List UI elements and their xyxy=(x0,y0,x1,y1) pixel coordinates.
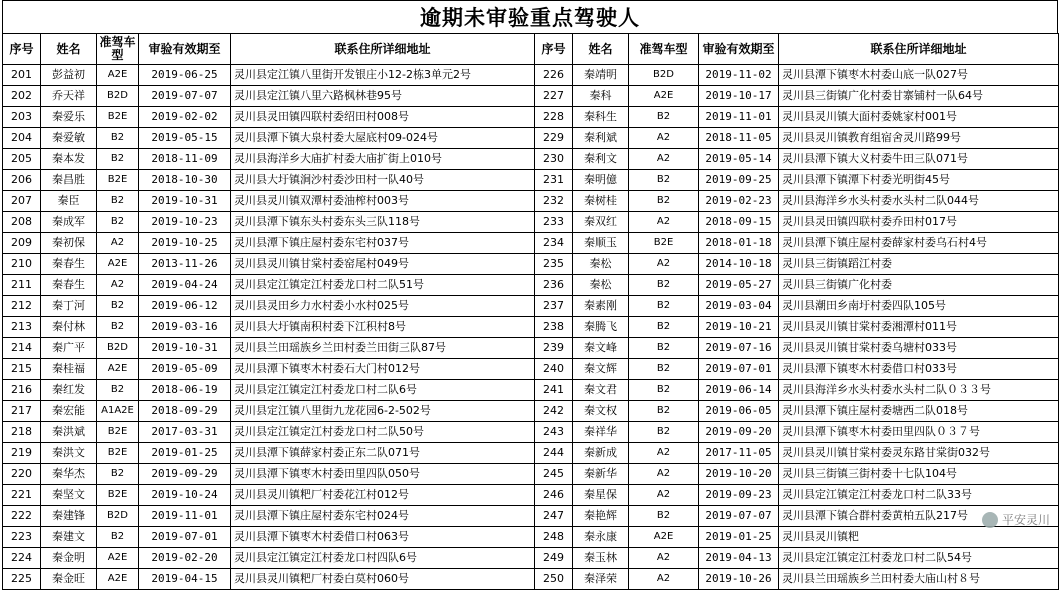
seq-cell: 206 xyxy=(3,170,41,191)
table-row xyxy=(3,506,1059,527)
table-row xyxy=(3,191,1059,212)
vehicle-type-cell: B2 xyxy=(97,464,139,485)
valid-until-cell: 2019-10-31 xyxy=(139,338,231,359)
table-row xyxy=(3,65,1059,86)
valid-until-cell: 2019-03-04 xyxy=(699,296,779,317)
address-cell: 灵川县定江镇定江村委龙口村四队6号 xyxy=(231,548,535,569)
valid-until-cell: 2019-04-13 xyxy=(699,548,779,569)
name-cell: 秦腾飞 xyxy=(573,317,629,338)
seq-cell: 208 xyxy=(3,212,41,233)
vehicle-type-cell: B2 xyxy=(629,296,699,317)
seq-cell: 231 xyxy=(535,170,573,191)
name-cell: 秦文君 xyxy=(573,380,629,401)
watermark-text: 平安灵川 xyxy=(1001,513,1050,527)
valid-until-cell: 2019-07-01 xyxy=(699,359,779,380)
address-cell: 灵川县灵川镇教育组宿舍灵川路99号 xyxy=(779,128,1059,149)
vehicle-type-cell: B2 xyxy=(629,170,699,191)
address-cell: 灵川县灵川镇双潭村委油榨村003号 xyxy=(231,191,535,212)
vehicle-type-cell: B2 xyxy=(629,107,699,128)
seq-cell: 212 xyxy=(3,296,41,317)
table-row xyxy=(3,359,1059,380)
valid-until-cell: 2019-05-09 xyxy=(139,359,231,380)
address-cell: 灵川县海洋乡水头村委水头村二队044号 xyxy=(779,191,1059,212)
name-cell: 秦星保 xyxy=(573,485,629,506)
address-cell: 灵川县三街镇广化村委甘寨铺村一队64号 xyxy=(779,86,1059,107)
valid-until-cell: 2019-05-27 xyxy=(699,275,779,296)
valid-until-cell: 2019-10-26 xyxy=(699,569,779,590)
seq-cell: 215 xyxy=(3,359,41,380)
seq-cell: 249 xyxy=(535,548,573,569)
name-cell: 秦丁河 xyxy=(41,296,97,317)
valid-until-cell: 2019-02-02 xyxy=(139,107,231,128)
address-cell: 灵川县灵川镇粑 xyxy=(779,527,1059,548)
vehicle-type-cell: B2 xyxy=(97,212,139,233)
address-cell: 灵川县潭下镇潭下村委光明街45号 xyxy=(779,170,1059,191)
seq-cell: 236 xyxy=(535,275,573,296)
address-cell: 灵川县灵川镇甘棠村委窑尾村049号 xyxy=(231,254,535,275)
vehicle-type-cell: A2 xyxy=(629,128,699,149)
table-row xyxy=(3,275,1059,296)
name-cell: 秦春生 xyxy=(41,254,97,275)
name-cell: 秦红发 xyxy=(41,380,97,401)
seq-cell: 203 xyxy=(3,107,41,128)
vehicle-type-cell: B2 xyxy=(629,317,699,338)
vehicle-type-cell: A2 xyxy=(629,464,699,485)
seq-cell: 226 xyxy=(535,65,573,86)
vehicle-type-cell: A2E xyxy=(629,86,699,107)
seq-cell: 247 xyxy=(535,506,573,527)
seq-cell: 210 xyxy=(3,254,41,275)
valid-until-cell: 2019-06-14 xyxy=(699,380,779,401)
valid-until-cell: 2019-09-23 xyxy=(699,485,779,506)
valid-until-cell: 2019-09-29 xyxy=(139,464,231,485)
seq-cell: 221 xyxy=(3,485,41,506)
name-cell: 彭益初 xyxy=(41,65,97,86)
vehicle-type-cell: B2E xyxy=(97,443,139,464)
header-seq-right: 序号 xyxy=(535,34,573,65)
seq-cell: 202 xyxy=(3,86,41,107)
address-cell: 灵川县大圩镇南积村委下江积村8号 xyxy=(231,317,535,338)
seq-cell: 207 xyxy=(3,191,41,212)
address-cell: 灵川县潭下镇薛家村委正东二队071号 xyxy=(231,443,535,464)
seq-cell: 222 xyxy=(3,506,41,527)
table-row xyxy=(3,485,1059,506)
drivers-table xyxy=(2,33,1059,590)
seq-cell: 242 xyxy=(535,401,573,422)
name-cell: 秦金明 xyxy=(41,548,97,569)
vehicle-type-cell: B2E xyxy=(97,422,139,443)
table-row xyxy=(3,548,1059,569)
header-valid-until: 审验有效期至 xyxy=(139,34,231,65)
address-cell: 灵川县潭下镇庄屋村委薛家村委乌石村4号 xyxy=(779,233,1059,254)
seq-cell: 216 xyxy=(3,380,41,401)
vehicle-type-cell: B2 xyxy=(97,380,139,401)
vehicle-type-cell: B2 xyxy=(629,275,699,296)
name-cell: 秦建文 xyxy=(41,527,97,548)
valid-until-cell: 2019-07-07 xyxy=(699,506,779,527)
vehicle-type-cell: A2 xyxy=(97,275,139,296)
seq-cell: 217 xyxy=(3,401,41,422)
valid-until-cell: 2019-06-05 xyxy=(699,401,779,422)
valid-until-cell: 2019-06-25 xyxy=(139,65,231,86)
vehicle-type-cell: A2E xyxy=(97,548,139,569)
address-cell: 灵川县潭下镇庄屋村委东宅村037号 xyxy=(231,233,535,254)
seq-cell: 240 xyxy=(535,359,573,380)
seq-cell: 201 xyxy=(3,65,41,86)
valid-until-cell: 2019-04-15 xyxy=(139,569,231,590)
seq-cell: 229 xyxy=(535,128,573,149)
vehicle-type-cell: B2D xyxy=(97,506,139,527)
vehicle-type-cell: A2 xyxy=(629,485,699,506)
table-row xyxy=(3,464,1059,485)
name-cell: 秦爱乐 xyxy=(41,107,97,128)
address-cell: 灵川县潭下镇庄屋村委东宅村024号 xyxy=(231,506,535,527)
name-cell: 秦科 xyxy=(573,86,629,107)
valid-until-cell: 2019-10-20 xyxy=(699,464,779,485)
valid-until-cell: 2019-10-23 xyxy=(139,212,231,233)
seq-cell: 204 xyxy=(3,128,41,149)
valid-until-cell: 2019-09-20 xyxy=(699,422,779,443)
vehicle-type-cell: B2 xyxy=(97,191,139,212)
spreadsheet xyxy=(2,0,1058,585)
vehicle-type-cell: A2E xyxy=(97,569,139,590)
address-cell: 灵川县定江镇定江村委龙口村二队50号 xyxy=(231,422,535,443)
name-cell: 秦臣 xyxy=(41,191,97,212)
address-cell: 灵川县潭下镇大泉村委大屋底村09-024号 xyxy=(231,128,535,149)
valid-until-cell: 2018-09-15 xyxy=(699,212,779,233)
header-vehicle-type: 准驾车型 xyxy=(97,34,139,65)
seq-cell: 243 xyxy=(535,422,573,443)
seq-cell: 237 xyxy=(535,296,573,317)
address-cell: 灵川县潭下镇枣木村委石大门村012号 xyxy=(231,359,535,380)
table-row xyxy=(3,401,1059,422)
vehicle-type-cell: A2E xyxy=(97,359,139,380)
table-row xyxy=(3,338,1059,359)
seq-cell: 235 xyxy=(535,254,573,275)
address-cell: 灵川县潭下镇东头村委东头三队118号 xyxy=(231,212,535,233)
vehicle-type-cell: A2 xyxy=(629,212,699,233)
vehicle-type-cell: B2D xyxy=(97,86,139,107)
header-name: 姓名 xyxy=(41,34,97,65)
seq-cell: 209 xyxy=(3,233,41,254)
vehicle-type-cell: A2 xyxy=(629,443,699,464)
vehicle-type-cell: A2 xyxy=(629,569,699,590)
name-cell: 秦华杰 xyxy=(41,464,97,485)
name-cell: 秦桂福 xyxy=(41,359,97,380)
address-cell: 灵川县兰田瑶族乡兰田村委大庙山村８号 xyxy=(779,569,1059,590)
header-valid-until-right: 审验有效期至 xyxy=(699,34,779,65)
table-row xyxy=(3,128,1059,149)
address-cell: 灵川县灵川镇粑厂村委花江村012号 xyxy=(231,485,535,506)
seq-cell: 234 xyxy=(535,233,573,254)
valid-until-cell: 2019-09-25 xyxy=(699,170,779,191)
table-row xyxy=(3,569,1059,590)
address-cell: 灵川县三街镇蹈江村委 xyxy=(779,254,1059,275)
name-cell: 秦祥华 xyxy=(573,422,629,443)
name-cell: 秦建锋 xyxy=(41,506,97,527)
table-row xyxy=(3,422,1059,443)
header-row xyxy=(3,34,1059,65)
address-cell: 灵川县灵田乡力水村委小水村025号 xyxy=(231,296,535,317)
header-address-right: 联系住所详细地址 xyxy=(779,34,1059,65)
address-cell: 灵川县定江镇定江村委龙口村二队54号 xyxy=(779,548,1059,569)
address-cell: 灵川县大圩镇涧沙村委沙田村一队40号 xyxy=(231,170,535,191)
address-cell: 灵川县灵川镇大面村委姚家村001号 xyxy=(779,107,1059,128)
name-cell: 秦文权 xyxy=(573,401,629,422)
vehicle-type-cell: A2 xyxy=(629,548,699,569)
vehicle-type-cell: B2 xyxy=(629,422,699,443)
name-cell: 秦本发 xyxy=(41,149,97,170)
address-cell: 灵川县定江镇八里六路枫林巷95号 xyxy=(231,86,535,107)
name-cell: 秦初保 xyxy=(41,233,97,254)
name-cell: 秦金旺 xyxy=(41,569,97,590)
name-cell: 秦洪文 xyxy=(41,443,97,464)
seq-cell: 219 xyxy=(3,443,41,464)
valid-until-cell: 2014-10-18 xyxy=(699,254,779,275)
vehicle-type-cell: B2 xyxy=(97,128,139,149)
table-row xyxy=(3,170,1059,191)
name-cell: 秦文辉 xyxy=(573,359,629,380)
valid-until-cell: 2018-11-09 xyxy=(139,149,231,170)
address-cell: 灵川县潭下镇枣木村委山底一队027号 xyxy=(779,65,1059,86)
seq-cell: 227 xyxy=(535,86,573,107)
valid-until-cell: 2019-07-07 xyxy=(139,86,231,107)
address-cell: 灵川县灵田镇四联村委绍田村008号 xyxy=(231,107,535,128)
valid-until-cell: 2019-01-25 xyxy=(139,443,231,464)
address-cell: 灵川县兰田瑶族乡兰田村委兰田街三队87号 xyxy=(231,338,535,359)
seq-cell: 214 xyxy=(3,338,41,359)
name-cell: 秦坚文 xyxy=(41,485,97,506)
seq-cell: 232 xyxy=(535,191,573,212)
name-cell: 秦文峰 xyxy=(573,338,629,359)
seq-cell: 205 xyxy=(3,149,41,170)
address-cell: 灵川县定江镇定江村委龙口村二队6号 xyxy=(231,380,535,401)
address-cell: 灵川县灵川镇甘棠村委湘潭村011号 xyxy=(779,317,1059,338)
seq-cell: 225 xyxy=(3,569,41,590)
vehicle-type-cell: B2 xyxy=(97,149,139,170)
address-cell: 灵川县潭下镇枣木村委借口村033号 xyxy=(779,359,1059,380)
seq-cell: 248 xyxy=(535,527,573,548)
table-row xyxy=(3,149,1059,170)
address-cell: 灵川县潭下镇枣木村委田里四队０３７号 xyxy=(779,422,1059,443)
name-cell: 秦新成 xyxy=(573,443,629,464)
valid-until-cell: 2017-03-31 xyxy=(139,422,231,443)
name-cell: 秦素刚 xyxy=(573,296,629,317)
vehicle-type-cell: B2D xyxy=(97,338,139,359)
name-cell: 秦泽荣 xyxy=(573,569,629,590)
table-row xyxy=(3,254,1059,275)
vehicle-type-cell: B2E xyxy=(97,485,139,506)
wechat-logo-icon xyxy=(982,512,998,528)
vehicle-type-cell: B2 xyxy=(629,338,699,359)
valid-until-cell: 2019-05-14 xyxy=(699,149,779,170)
valid-until-cell: 2018-09-29 xyxy=(139,401,231,422)
seq-cell: 211 xyxy=(3,275,41,296)
vehicle-type-cell: A2 xyxy=(629,254,699,275)
seq-cell: 238 xyxy=(535,317,573,338)
valid-until-cell: 2018-01-18 xyxy=(699,233,779,254)
seq-cell: 230 xyxy=(535,149,573,170)
valid-until-cell: 2019-05-15 xyxy=(139,128,231,149)
name-cell: 秦利斌 xyxy=(573,128,629,149)
seq-cell: 218 xyxy=(3,422,41,443)
name-cell: 秦玉林 xyxy=(573,548,629,569)
watermark xyxy=(982,511,1050,528)
seq-cell: 228 xyxy=(535,107,573,128)
seq-cell: 233 xyxy=(535,212,573,233)
vehicle-type-cell: A2 xyxy=(629,149,699,170)
vehicle-type-cell: B2 xyxy=(97,317,139,338)
name-cell: 秦明億 xyxy=(573,170,629,191)
name-cell: 秦顺玉 xyxy=(573,233,629,254)
vehicle-type-cell: A1A2E xyxy=(97,401,139,422)
header-vehicle-type-right: 准驾车型 xyxy=(629,34,699,65)
name-cell: 秦科生 xyxy=(573,107,629,128)
name-cell: 秦树桂 xyxy=(573,191,629,212)
sheet-title: 逾期未审验重点驾驶人 xyxy=(2,0,1058,33)
valid-until-cell: 2019-10-21 xyxy=(699,317,779,338)
table-row xyxy=(3,212,1059,233)
seq-cell: 241 xyxy=(535,380,573,401)
vehicle-type-cell: A2E xyxy=(629,527,699,548)
valid-until-cell: 2019-11-02 xyxy=(699,65,779,86)
seq-cell: 239 xyxy=(535,338,573,359)
valid-until-cell: 2018-11-05 xyxy=(699,128,779,149)
valid-until-cell: 2019-03-16 xyxy=(139,317,231,338)
table-body xyxy=(3,65,1059,590)
valid-until-cell: 2019-01-25 xyxy=(699,527,779,548)
address-cell: 灵川县潭下镇枣木村委田里四队050号 xyxy=(231,464,535,485)
valid-until-cell: 2018-10-30 xyxy=(139,170,231,191)
table-row xyxy=(3,233,1059,254)
name-cell: 秦洪斌 xyxy=(41,422,97,443)
seq-cell: 220 xyxy=(3,464,41,485)
name-cell: 秦爱敏 xyxy=(41,128,97,149)
valid-until-cell: 2019-06-12 xyxy=(139,296,231,317)
header-name-right: 姓名 xyxy=(573,34,629,65)
vehicle-type-cell: B2E xyxy=(97,170,139,191)
name-cell: 秦双红 xyxy=(573,212,629,233)
vehicle-type-cell: A2E xyxy=(97,254,139,275)
valid-until-cell: 2017-11-05 xyxy=(699,443,779,464)
address-cell: 灵川县海洋乡水头村委水头村二队０３３号 xyxy=(779,380,1059,401)
seq-cell: 244 xyxy=(535,443,573,464)
valid-until-cell: 2019-07-01 xyxy=(139,527,231,548)
seq-cell: 245 xyxy=(535,464,573,485)
valid-until-cell: 2018-06-19 xyxy=(139,380,231,401)
valid-until-cell: 2019-02-20 xyxy=(139,548,231,569)
seq-cell: 223 xyxy=(3,527,41,548)
vehicle-type-cell: B2E xyxy=(629,233,699,254)
vehicle-type-cell: A2E xyxy=(97,65,139,86)
name-cell: 乔天祥 xyxy=(41,86,97,107)
address-cell: 灵川县潮田乡南圩村委四队105号 xyxy=(779,296,1059,317)
address-cell: 灵川县灵川镇甘棠村委灵东路甘棠街032号 xyxy=(779,443,1059,464)
seq-cell: 250 xyxy=(535,569,573,590)
table-row xyxy=(3,296,1059,317)
valid-until-cell: 2019-04-24 xyxy=(139,275,231,296)
name-cell: 秦新华 xyxy=(573,464,629,485)
table-row xyxy=(3,380,1059,401)
name-cell: 秦利文 xyxy=(573,149,629,170)
address-cell: 灵川县灵田镇四联村委乔田村017号 xyxy=(779,212,1059,233)
table-row xyxy=(3,443,1059,464)
header-address: 联系住所详细地址 xyxy=(231,34,535,65)
vehicle-type-cell: B2 xyxy=(629,401,699,422)
valid-until-cell: 2019-11-01 xyxy=(139,506,231,527)
table-row xyxy=(3,527,1059,548)
valid-until-cell: 2019-10-25 xyxy=(139,233,231,254)
address-cell: 灵川县海洋乡大庙扩村委大庙扩街上010号 xyxy=(231,149,535,170)
vehicle-type-cell: B2 xyxy=(629,359,699,380)
address-cell: 灵川县潭下镇庄屋村委塘西二队018号 xyxy=(779,401,1059,422)
vehicle-type-cell: B2 xyxy=(629,191,699,212)
name-cell: 秦春生 xyxy=(41,275,97,296)
name-cell: 秦付林 xyxy=(41,317,97,338)
address-cell: 灵川县定江镇定江村委龙口村二队51号 xyxy=(231,275,535,296)
address-cell: 灵川县定江镇八里街九龙花园6-2-502号 xyxy=(231,401,535,422)
address-cell: 灵川县潭下镇合群村委黄柏五队217号 xyxy=(779,506,1059,527)
vehicle-type-cell: B2 xyxy=(629,506,699,527)
vehicle-type-cell: B2D xyxy=(629,65,699,86)
address-cell: 灵川县灵川镇甘棠村委乌塘村033号 xyxy=(779,338,1059,359)
valid-until-cell: 2019-10-31 xyxy=(139,191,231,212)
table-row xyxy=(3,317,1059,338)
address-cell: 灵川县三街镇三街村委十七队104号 xyxy=(779,464,1059,485)
name-cell: 秦松 xyxy=(573,254,629,275)
name-cell: 秦昌胜 xyxy=(41,170,97,191)
seq-cell: 213 xyxy=(3,317,41,338)
address-cell: 灵川县潭下镇大义村委牛田三队071号 xyxy=(779,149,1059,170)
valid-until-cell: 2019-02-23 xyxy=(699,191,779,212)
valid-until-cell: 2013-11-26 xyxy=(139,254,231,275)
name-cell: 秦永康 xyxy=(573,527,629,548)
vehicle-type-cell: B2 xyxy=(97,296,139,317)
valid-until-cell: 2019-10-24 xyxy=(139,485,231,506)
header-seq: 序号 xyxy=(3,34,41,65)
address-cell: 灵川县定江镇定江村委龙口村二队33号 xyxy=(779,485,1059,506)
name-cell: 秦靖明 xyxy=(573,65,629,86)
seq-cell: 224 xyxy=(3,548,41,569)
seq-cell: 246 xyxy=(535,485,573,506)
vehicle-type-cell: B2E xyxy=(97,107,139,128)
address-cell: 灵川县三街镇广化村委 xyxy=(779,275,1059,296)
table-row xyxy=(3,107,1059,128)
vehicle-type-cell: B2 xyxy=(629,380,699,401)
name-cell: 秦宏能 xyxy=(41,401,97,422)
address-cell: 灵川县灵川镇粑厂村委白莫村060号 xyxy=(231,569,535,590)
vehicle-type-cell: A2 xyxy=(97,233,139,254)
valid-until-cell: 2019-10-17 xyxy=(699,86,779,107)
table-row xyxy=(3,86,1059,107)
valid-until-cell: 2019-11-01 xyxy=(699,107,779,128)
name-cell: 秦松 xyxy=(573,275,629,296)
name-cell: 秦艳辉 xyxy=(573,506,629,527)
name-cell: 秦成军 xyxy=(41,212,97,233)
vehicle-type-cell: B2 xyxy=(97,527,139,548)
valid-until-cell: 2019-07-16 xyxy=(699,338,779,359)
name-cell: 秦广平 xyxy=(41,338,97,359)
address-cell: 灵川县潭下镇枣木村委借口村063号 xyxy=(231,527,535,548)
address-cell: 灵川县定江镇八里街开发银庄小12-2栋3单元2号 xyxy=(231,65,535,86)
